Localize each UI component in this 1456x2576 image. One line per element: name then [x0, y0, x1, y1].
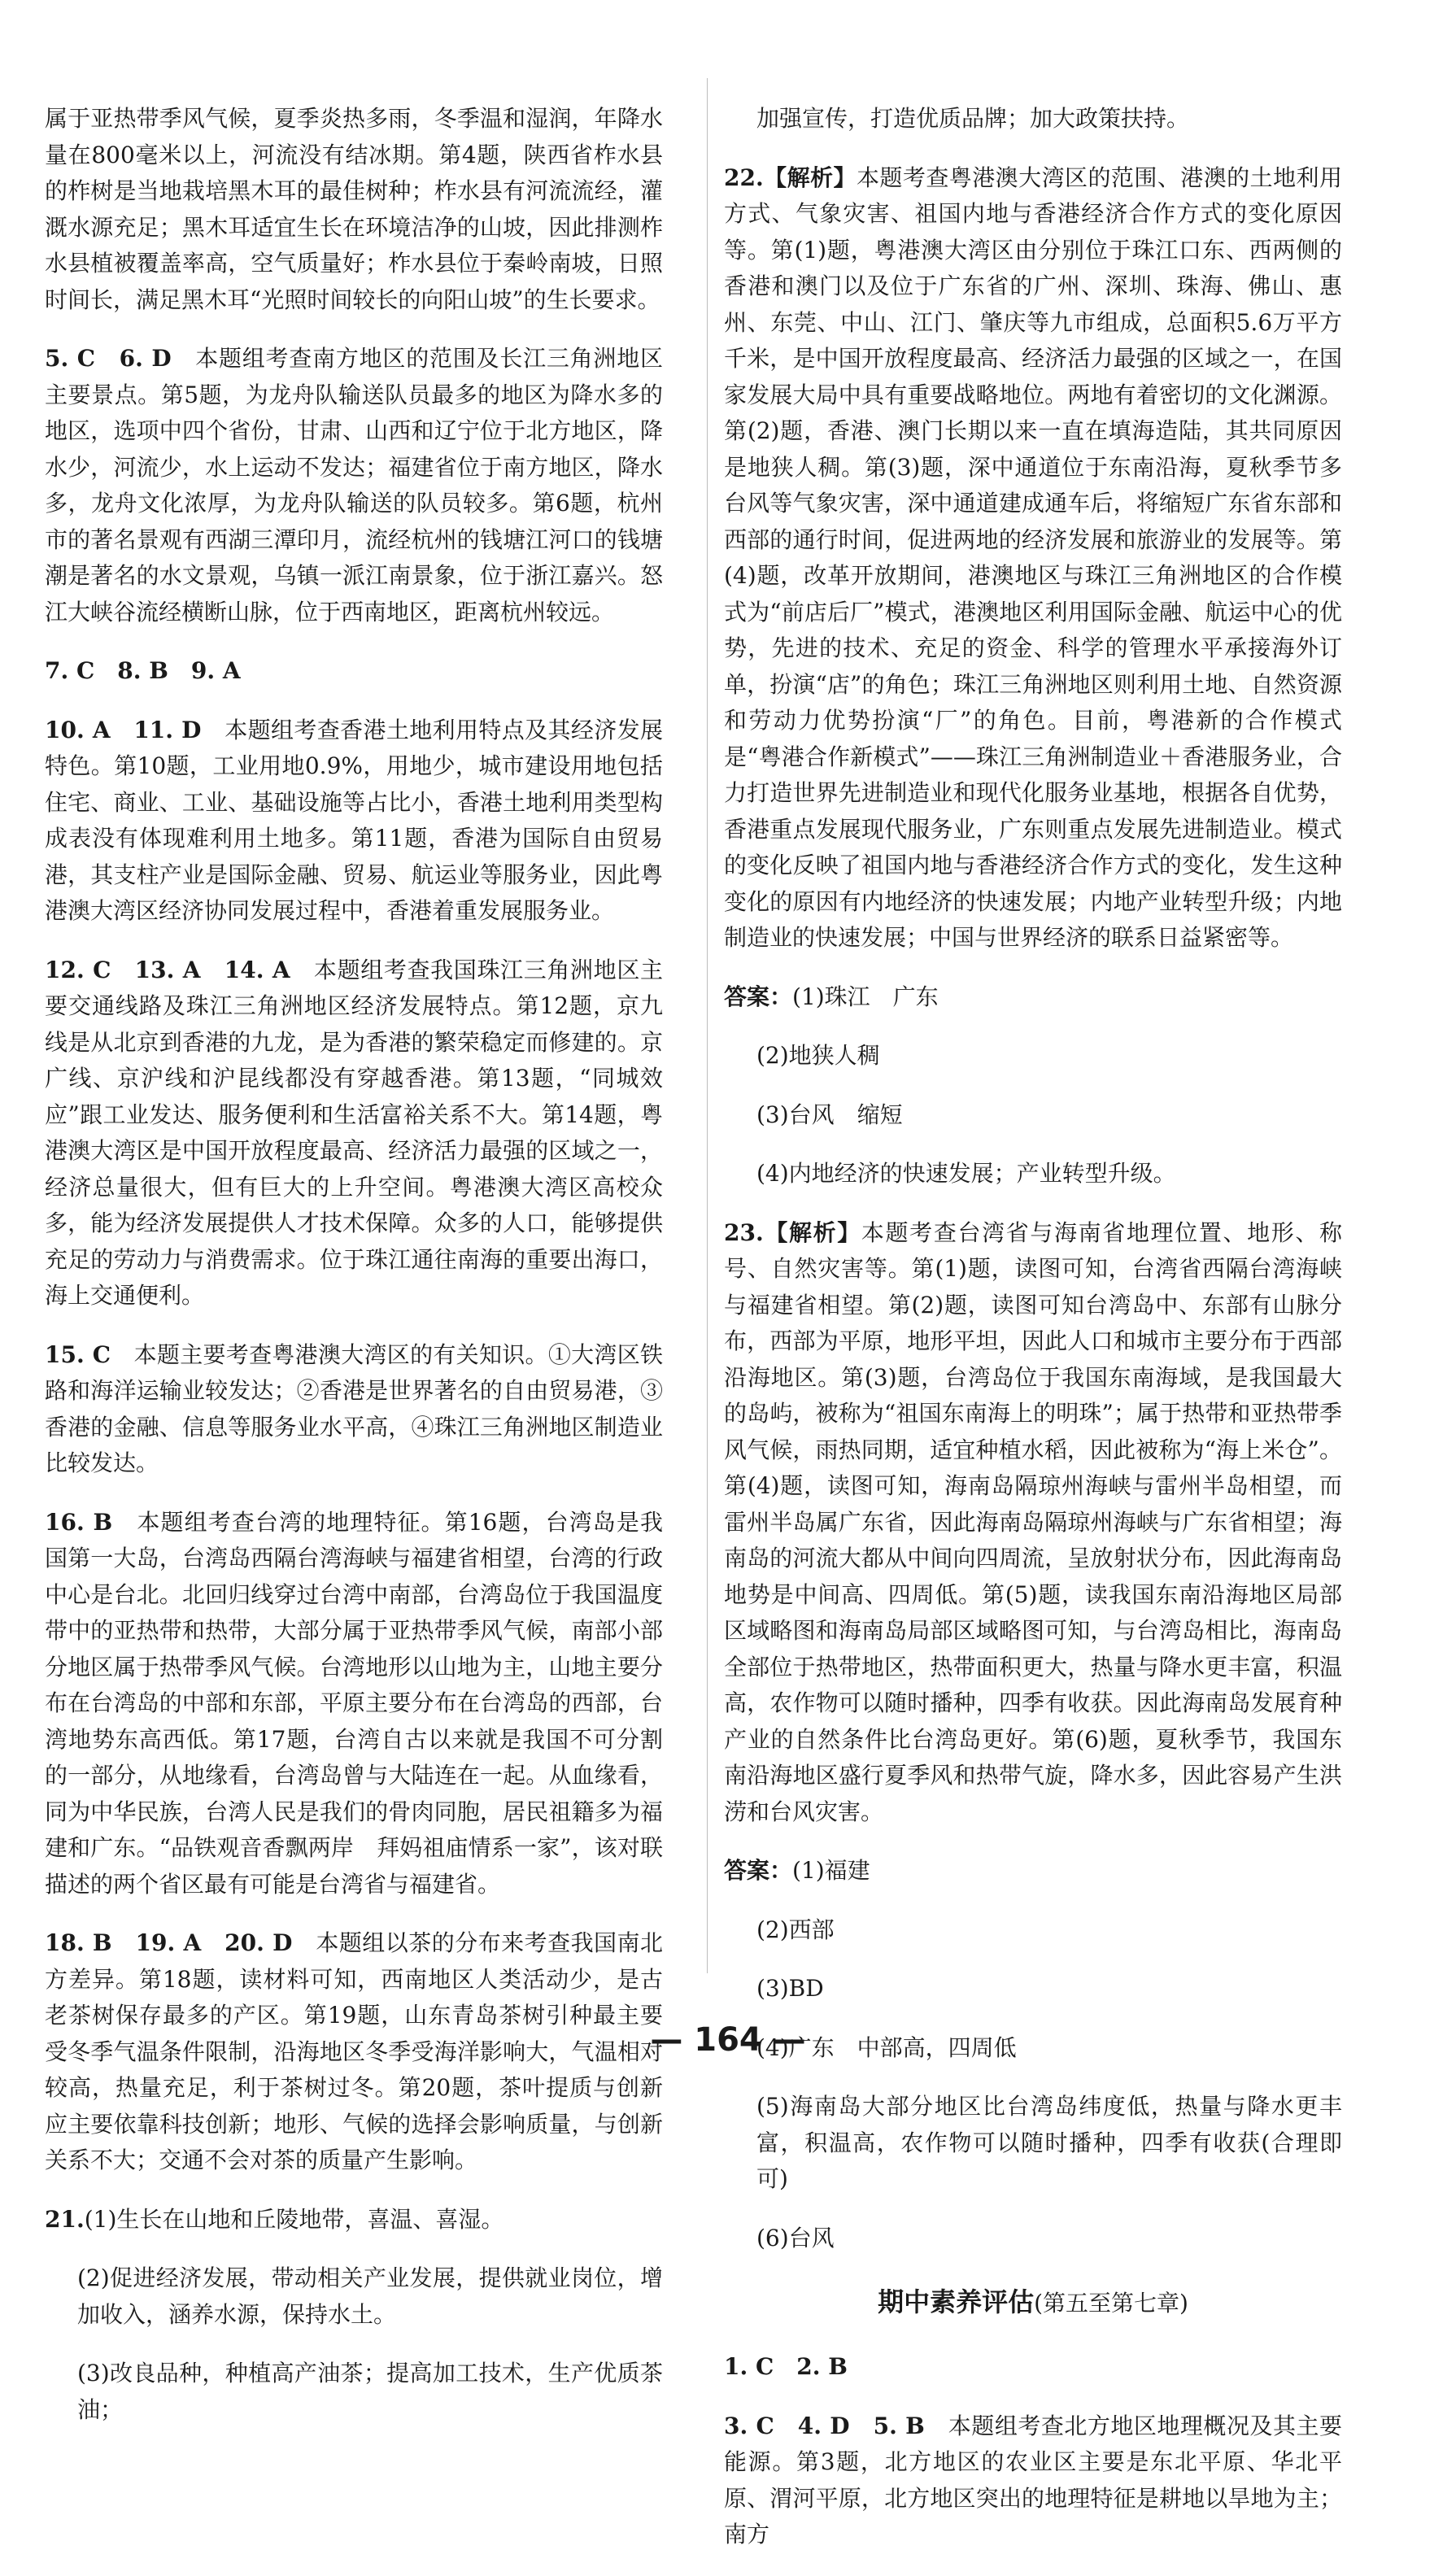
entry-text: 本题主要考查粤港澳大湾区的有关知识。①大湾区铁路和海洋运输业较发达；②香港是世界著名的自由贸易港，③香港的金融、信息等服务业水平高，④珠江三角洲地区制造业比较发达。 [45, 1340, 663, 1476]
answer-entry [724, 2349, 1342, 2386]
page-number: — 164 — [650, 2021, 806, 2059]
entry-text: 本题组考查北方地区地理概况及其主要能源。第3题，北方地区的农业区主要是东北平原、华北平原、渭河平原，北方地区突出的地理特征是耕地以旱地为主；南方 [724, 2412, 1342, 2548]
entry-text: 本题组考查香港土地利用特点及其经济发展特色。第10题，工业用地0.9%，用地少，城市建设用地包括住宅、商业、工业、基础设施等占比小，香港土地利用类型构成表没有体现难利用土地多。第11题，香港为国际自由贸易港，其支柱产业是国际金融、贸易、航运业等服务业，因此粤港澳大湾区经济协同发展过程中，香港着重发展服务业。 [45, 716, 663, 924]
column-divider [707, 78, 708, 1973]
entry-text: 本题组以茶的分布来考查我国南北方差异。第18题，读材料可知，西南地区人类活动少，是古老茶树保存最多的产区。第19题，山东青岛茶树引种最主要受冬季气温条件限制，沿海地区冬季受海洋影响大，气温相对较高，热量充足，利于茶树过冬。第20题，茶叶提质与创新应主要依靠科技创新；地形、气候的选择会影响质量，与创新关系不大；交通不会对茶的质量产生影响。 [45, 1929, 663, 2173]
section-heading-subtitle: (第五至第七章) [1034, 2290, 1188, 2317]
entry-text: (3)台风 缩短 [756, 1101, 903, 1128]
entry-text: (1)生长在山地和丘陵地带，喜温、喜湿。 [84, 2205, 504, 2233]
question-number: 12. C 13. A 14. A [45, 956, 290, 983]
answer-label: 答案： [724, 1857, 793, 1884]
question-number: 22.【解析】 [724, 163, 857, 191]
answer-entry [45, 2202, 663, 2238]
answer-entry [724, 160, 1342, 957]
answer-entry [724, 1853, 1342, 1890]
entry-text: 本题考查粤港澳大湾区的范围、港澳的土地利用方式、气象灾害、祖国内地与香港经济合作方式的变化原因等。第(1)题，粤港澳大湾区由分别位于珠江口东、西两侧的香港和澳门以及位于广东省的广州、深圳、珠海、佛山、惠州、东莞、中山、江门、肇庆等九市组成，总面积5.6万平方千米，是中国开放程度最高、经济活力最强的区域之一，在国家发展大局中具有重要战略地位。两地有着密切的文化渊源。第(2)题，香港、澳门长期以来一直在填海造陆，其共同原因是地狭人稠。第(3)题，深中通道位于东南沿海，夏秋季节多台风等气象灾害，深中通道建成通车后，将缩短广东省东部和西部的通行时间，促进两地的经济发展和旅游业的发展等。第(4)题，改革开放期间，港澳地区与珠江三角洲地区的合作模式为“前店后厂”模式，港澳地区利用国际金融、航运中心的优势，先进的技术、充足的资金、科学的管理水平承接海外订单，扮演“店”的角色；珠江三角洲地区则利用土地、自然资源和劳动力优势扮演“厂”的角色。目前，粤港新的合作模式是“粤港合作新模式”——珠江三角洲制造业＋香港服务业，合力打造世界先进制造业和现代化服务业基地，根据各自优势，香港重点发展现代服务业，广东则重点发展先进制造业。模式的变化反映了祖国内地与香港经济合作方式的变化，发生这种变化的原因有内地经济的快速发展；内地产业转型升级；内地制造业的快速发展；中国与世界经济的联系日益紧密等。 [724, 163, 1342, 951]
answer-entry [724, 101, 1342, 137]
question-number: 16. B [45, 1508, 113, 1536]
answer-entry [45, 653, 663, 690]
question-number: 3. C 4. D 5. B [724, 2412, 925, 2439]
question-number: 15. C [45, 1340, 111, 1368]
section-heading [724, 2279, 1342, 2326]
question-number: 21. [45, 2205, 85, 2233]
entry-text: (2)西部 [756, 1916, 835, 1943]
answer-entry [45, 713, 663, 930]
answer-entry [724, 2221, 1342, 2257]
question-number: 5. C 6. D [45, 345, 172, 372]
entry-text: (3)改良品种，种植高产油茶；提高加工技术，生产优质茶油； [77, 2360, 663, 2423]
answer-entry [45, 1337, 663, 1482]
answer-entry [45, 101, 663, 318]
entry-text: (4)广东 中部高，四周低 [756, 2033, 1017, 2061]
answer-entry [724, 1097, 1342, 1134]
entry-text: (2)促进经济发展，带动相关产业发展，提供就业岗位，增加收入，涵养水源，保持水土。 [77, 2264, 663, 2328]
entry-text: 本题组考查我国珠江三角洲地区主要交通线路及珠江三角洲地区经济发展特点。第12题，京九线是从北京到香港的九龙，是为香港的繁荣稳定而修建的。京广线、京沪线和沪昆线都没有穿越香港。第13题，“同城效应”跟工业发达、服务便利和生活富裕关系不大。第14题，粤港澳大湾区是中国开放程度最高、经济活力最强的区域之一，经济总量很大，但有巨大的上升空间。粤港澳大湾区高校众多，能为经济发展提供人才技术保障。众多的人口，能够提供充足的劳动力与消费需求。位于珠江通往南海的重要出海口，海上交通便利。 [45, 956, 663, 1309]
entry-text: 属于亚热带季风气候，夏季炎热多雨，冬季温和湿润，年降水量在800毫米以上，河流没有结冰期。第4题，陕西省柞水县的柞树是当地栽培黑木耳的最佳树种；柞水县有河流流经，灌溉水源充足；黑木耳适宜生长在环境洁净的山坡，因此排测柞水县植被覆盖率高，空气质量好；柞水县位于秦岭南坡，日照时间长，满足黑木耳“光照时间较长的向阳山坡”的生长要求。 [45, 105, 663, 313]
answer-entry [724, 1038, 1342, 1074]
entry-text: 本题考查台湾省与海南省地理位置、地形、称号、自然灾害等。第(1)题，读图可知，台湾省西隔台湾海峡与福建省相望。第(2)题，读图可知台湾岛中、东部有山脉分布，西部为平原，地形平坦，因此人口和城市主要分布于西部沿海地区。第(3)题，台湾岛位于我国东南海域，是我国最大的岛屿，被称为“祖国东南海上的明珠”；属于热带和亚热带季风气候，雨热同期，适宜种植水稻，因此被称为“海上米仓”。第(4)题，读图可知，海南岛隔琼州海峡与雷州半岛相望，而雷州半岛属广东省，因此海南岛隔琼州海峡与广东省相望；海南岛的河流大都从中间向四周流，呈放射状分布，因此海南岛地势是中间高、四周低。第(5)题，读我国东南沿海地区局部区域略图和海南岛局部区域略图可知，与台湾岛相比，海南岛全部位于热带地区，热带面积更大，热量与降水更丰富，积温高，农作物可以随时播种，四季有收获。因此海南岛发展育种产业的自然条件比台湾岛更好。第(6)题，夏秋季节，我国东南沿海地区盛行夏季风和热带气旋，降水多，因此容易产生洪涝和台风灾害。 [724, 1218, 1342, 1825]
answer-entry [724, 1156, 1342, 1192]
answer-entry [45, 2356, 663, 2428]
answer-entry [45, 1505, 663, 1903]
entry-text: (2)地狭人稠 [756, 1042, 880, 1069]
entry-text: (1)珠江 广东 [792, 983, 939, 1010]
answer-label: 答案： [724, 983, 793, 1010]
entry-text: (5)海南岛大部分地区比台湾岛纬度低，热量与降水更丰富，积温高，农作物可以随时播种，四季有收获(合理即可) [756, 2093, 1342, 2192]
question-number: 10. A 11. D [45, 716, 202, 743]
entry-text: (6)台风 [756, 2224, 835, 2251]
answer-entry [45, 952, 663, 1314]
answer-entry [724, 1971, 1342, 2007]
entry-text: 本题组考查台湾的地理特征。第16题，台湾岛是我国第一大岛，台湾岛西隔台湾海峡与福建省相望，台湾的行政中心是台北。北回归线穿过台湾中南部，台湾岛位于我国温度带中的亚热带和热带，大部分属于亚热带季风气候，南部小部分地区属于热带季风气候。台湾地形以山地为主，山地主要分布在台湾岛的中部和东部，平原主要分布在台湾岛的西部，台湾地势东高西低。第17题，台湾自古以来就是我国不可分割的一部分，从地缘看，台湾岛曾与大陆连在一起。从血缘看，同为中华民族，台湾人民是我们的骨肉同胞，居民祖籍多为福建和广东。“品铁观音香飘两岸 拜妈祖庙情系一家”，该对联描述的两个省区最有可能是台湾省与福建省。 [45, 1508, 663, 1898]
entry-text: 本题组考查南方地区的范围及长江三角洲地区主要景点。第5题，为龙舟队输送队员最多的地区为降水多的地区，选项中四个省份，甘肃、山西和辽宁位于北方地区，降水少，河流少，水上运动不发达；福建省位于南方地区，降水多，龙舟文化浓厚，为龙舟队输送的队员较多。第6题，杭州市的著名景观有西湖三潭印月，流经杭州的钱塘江河口的钱塘潮是著名的水文景观，乌镇一派江南景象，位于浙江嘉兴。怒江大峡谷流经横断山脉，位于西南地区，距离杭州较远。 [45, 345, 663, 625]
right-column [724, 78, 1342, 2576]
question-number: 23.【解析】 [724, 1218, 861, 1246]
answer-entry [724, 2408, 1342, 2553]
left-column [45, 78, 663, 2451]
answer-entry [724, 2089, 1342, 2198]
entry-text: 加强宣传，打造优质品牌；加大政策扶持。 [756, 105, 1190, 132]
answer-entry [45, 341, 663, 630]
question-number: 7. C 8. B 9. A [45, 657, 241, 684]
answer-entry [724, 1215, 1342, 1831]
answer-entry [45, 2260, 663, 2333]
answer-entry [724, 1912, 1342, 1949]
question-number: 18. B 19. A 20. D [45, 1929, 293, 1956]
answer-entry [724, 979, 1342, 1016]
section-heading-title: 期中素养评估 [878, 2286, 1035, 2317]
entry-text: (1)福建 [792, 1857, 870, 1884]
entry-text: (3)BD [756, 1975, 824, 2002]
question-number: 1. C 2. B [724, 2353, 848, 2380]
entry-text: (4)内地经济的快速发展；产业转型升级。 [756, 1160, 1176, 1187]
